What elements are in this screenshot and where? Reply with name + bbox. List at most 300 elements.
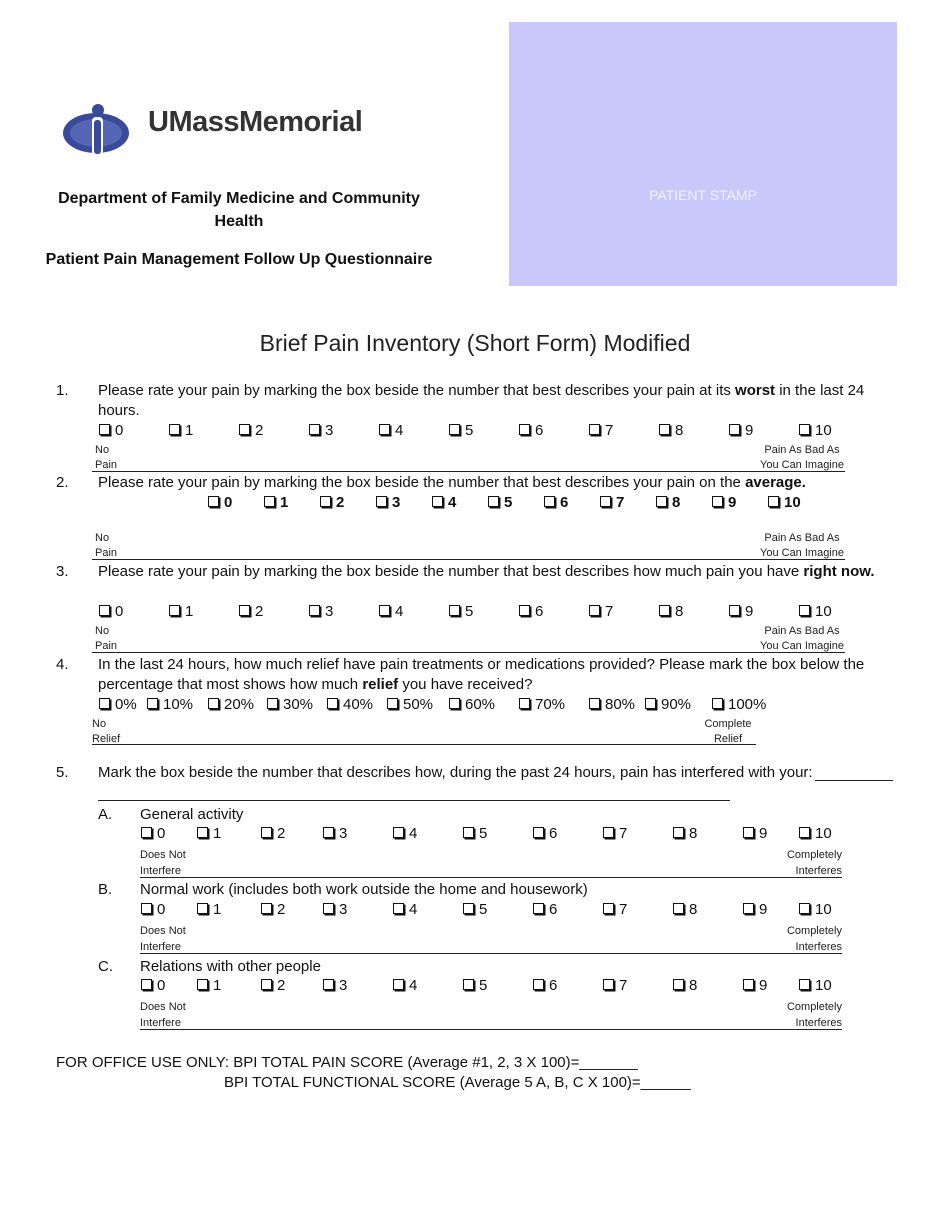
q2-text-bold: average.: [745, 474, 806, 491]
patient-stamp-label: PATIENT STAMP: [649, 187, 757, 203]
q5a-right-top: Completely: [786, 849, 842, 861]
checkbox-icon[interactable]: [169, 605, 180, 616]
q1-option-7[interactable]: [589, 422, 613, 439]
checkbox-icon[interactable]: [309, 605, 320, 616]
q5c-letter: C.: [98, 958, 113, 975]
checkbox-icon[interactable]: [519, 605, 530, 616]
q5c-option-10[interactable]: [799, 977, 832, 994]
q5a-option-8[interactable]: [673, 825, 697, 842]
checkbox-icon[interactable]: [141, 827, 152, 838]
q1-option-label: 8: [675, 422, 684, 439]
checkbox-icon[interactable]: [99, 698, 110, 709]
q2-option-4[interactable]: [432, 494, 456, 511]
checkbox-icon[interactable]: [376, 496, 387, 507]
q1-number: 1.: [56, 382, 69, 399]
checkbox-icon[interactable]: [323, 903, 334, 914]
q4-option-0pct[interactable]: [99, 696, 137, 713]
checkbox-icon[interactable]: [712, 496, 723, 507]
q1-option-4[interactable]: [379, 422, 403, 439]
checkbox-icon[interactable]: [743, 827, 754, 838]
checkbox-icon[interactable]: [463, 903, 474, 914]
q2-text: Please rate your pain by marking the box beside the number that best describes your pain on the: [98, 474, 746, 491]
q2-right-anchor: [752, 531, 852, 561]
checkbox-icon[interactable]: [261, 979, 272, 990]
q5a-option-10[interactable]: [799, 825, 832, 842]
checkbox-icon[interactable]: [147, 698, 158, 709]
q4-option-label: 70%: [535, 696, 566, 713]
q1-option-1[interactable]: [169, 422, 193, 439]
q3-option-4[interactable]: [379, 603, 403, 620]
q2-option-1[interactable]: [264, 494, 288, 511]
q5a-option-label: 1: [213, 825, 222, 842]
checkbox-icon[interactable]: [533, 979, 544, 990]
q1-option-label: 1: [185, 422, 194, 439]
q4-option-label: 80%: [605, 696, 636, 713]
q1-option-2[interactable]: [239, 422, 263, 439]
q5c-option-0[interactable]: [141, 977, 165, 994]
q2-option-label: 1: [280, 494, 289, 511]
checkbox-icon[interactable]: [393, 827, 404, 838]
q4-option-30pct[interactable]: [267, 696, 313, 713]
checkbox-icon[interactable]: [729, 424, 740, 435]
checkbox-icon[interactable]: [673, 979, 684, 990]
q5c-option-7[interactable]: [603, 977, 627, 994]
q2-option-9[interactable]: [712, 494, 736, 511]
q1-option-label: 3: [325, 422, 334, 439]
q5b-option-4[interactable]: [393, 901, 417, 918]
checkbox-icon[interactable]: [729, 605, 740, 616]
q5c-option-label: 7: [619, 977, 628, 994]
q3-text-bold: right now.: [803, 563, 875, 580]
checkbox-icon[interactable]: [799, 827, 810, 838]
q3-option-3[interactable]: [309, 603, 333, 620]
q4-option-label: 20%: [224, 696, 255, 713]
q5b-letter: B.: [98, 881, 113, 898]
q5b-option-2[interactable]: [261, 901, 285, 918]
q1-text-end: in the last 24 hours.: [98, 382, 865, 419]
checkbox-icon[interactable]: [533, 903, 544, 914]
q3-right-anchor: [752, 624, 852, 654]
q1-option-label: 0: [115, 422, 124, 439]
q4-text: In the last 24 hours, how much relief have pain treatments or medications provided? Please mark the box below the percentage that most shows how much: [98, 656, 865, 693]
checkbox-icon[interactable]: [799, 903, 810, 914]
checkbox-icon[interactable]: [603, 903, 614, 914]
q5b-option-5[interactable]: [463, 901, 487, 918]
q5c-left-anchor: [140, 999, 186, 1031]
q4-number: 4.: [56, 656, 69, 673]
checkbox-icon[interactable]: [393, 903, 404, 914]
q5b-option-3[interactable]: [323, 901, 347, 918]
checkbox-icon[interactable]: [519, 424, 530, 435]
q5b-option-label: 7: [619, 901, 628, 918]
q5c-option-label: 10: [815, 977, 832, 994]
q2-option-3[interactable]: [376, 494, 400, 511]
q2-option-label: 2: [336, 494, 345, 511]
q3-text: Please rate your pain by marking the box beside the number that best describes how much pain you have: [98, 563, 804, 580]
q1-option-0[interactable]: [99, 422, 123, 439]
checkbox-icon[interactable]: [743, 903, 754, 914]
checkbox-icon[interactable]: [603, 979, 614, 990]
q5a-option-5[interactable]: [463, 825, 487, 842]
q1-right-anchor: [752, 443, 852, 473]
q5a-rule: [140, 877, 842, 878]
q5b-option-10[interactable]: [799, 901, 832, 918]
q5a-option-7[interactable]: [603, 825, 627, 842]
q2-rule: [92, 559, 845, 560]
checkbox-icon[interactable]: [309, 424, 320, 435]
q5c-option-2[interactable]: [261, 977, 285, 994]
checkbox-icon[interactable]: [323, 979, 334, 990]
q1-option-label: 2: [255, 422, 264, 439]
q2-left-anchor: [95, 531, 117, 561]
q5a-option-9[interactable]: [743, 825, 767, 842]
q2-right-bottom: You Can Imagine: [760, 547, 844, 559]
q5b-option-label: 1: [213, 901, 222, 918]
q5b-option-9[interactable]: [743, 901, 767, 918]
q3-rule: [92, 652, 845, 653]
q5a-label: General activity: [140, 806, 244, 823]
q5a-letter: A.: [98, 806, 113, 823]
q2-option-6[interactable]: [544, 494, 568, 511]
q2-right-top: Pain As Bad As: [764, 532, 840, 544]
q4-text-bold: relief: [362, 676, 399, 693]
q5c-option-5[interactable]: [463, 977, 487, 994]
q5b-option-0[interactable]: [141, 901, 165, 918]
checkbox-icon[interactable]: [589, 424, 600, 435]
checkbox-icon[interactable]: [267, 698, 278, 709]
q5c-option-6[interactable]: [533, 977, 557, 994]
checkbox-icon[interactable]: [197, 827, 208, 838]
q5a-option-label: 0: [157, 825, 166, 842]
checkbox-icon[interactable]: [197, 979, 208, 990]
q5a-right-bottom: Interferes: [795, 865, 842, 877]
checkbox-icon[interactable]: [169, 424, 180, 435]
q5b-option-8[interactable]: [673, 901, 697, 918]
q3-question: [98, 562, 888, 582]
checkbox-icon[interactable]: [432, 496, 443, 507]
q2-left-bottom: Pain: [95, 547, 118, 559]
q1-right-top: Pain As Bad As: [764, 444, 840, 456]
q1-text: Please rate your pain by marking the box beside the number that best describes your pain at its: [98, 382, 736, 399]
q5b-option-label: 3: [339, 901, 348, 918]
q5a-option-label: 3: [339, 825, 348, 842]
q3-number: 3.: [56, 563, 69, 580]
checkbox-icon[interactable]: [673, 827, 684, 838]
q5b-options: [0, 901, 950, 921]
checkbox-icon[interactable]: [323, 827, 334, 838]
q5b-right-anchor: [740, 923, 842, 955]
q5b-option-label: 10: [815, 901, 832, 918]
q5c-right-anchor: [740, 999, 842, 1031]
checkbox-icon[interactable]: [799, 424, 810, 435]
q4-options: [0, 696, 950, 716]
q3-option-label: 9: [745, 603, 754, 620]
q2-option-label: 8: [672, 494, 681, 511]
q2-option-label: 6: [560, 494, 569, 511]
q4-option-label: 30%: [283, 696, 314, 713]
q5a-option-1[interactable]: [197, 825, 221, 842]
q1-option-5[interactable]: [449, 422, 473, 439]
q3-option-9[interactable]: [729, 603, 753, 620]
q5-rule: [98, 800, 730, 801]
checkbox-icon[interactable]: [449, 605, 460, 616]
q4-option-label: 50%: [403, 696, 434, 713]
q2-option-label: 3: [392, 494, 401, 511]
q5c-option-label: 9: [759, 977, 768, 994]
checkbox-icon[interactable]: [261, 827, 272, 838]
q5a-option-label: 7: [619, 825, 628, 842]
q5b-option-label: 8: [689, 901, 698, 918]
checkbox-icon[interactable]: [463, 827, 474, 838]
q3-option-label: 5: [465, 603, 474, 620]
checkbox-icon[interactable]: [519, 698, 530, 709]
checkbox-icon[interactable]: [544, 496, 555, 507]
checkbox-icon[interactable]: [589, 605, 600, 616]
q2-question: [98, 473, 910, 493]
checkbox-icon[interactable]: [239, 605, 250, 616]
q4-option-label: 40%: [343, 696, 374, 713]
q3-option-6[interactable]: [519, 603, 543, 620]
page-title: Brief Pain Inventory (Short Form) Modified: [259, 330, 691, 356]
q5c-option-4[interactable]: [393, 977, 417, 994]
q4-option-80pct[interactable]: [589, 696, 635, 713]
q3-option-label: 0: [115, 603, 124, 620]
q5c-left-top: Does Not: [140, 1001, 186, 1013]
checkbox-icon[interactable]: [603, 827, 614, 838]
q5a-left-bottom: Interfere: [140, 865, 181, 877]
q5b-right-bottom: Interferes: [795, 941, 842, 953]
checkbox-icon[interactable]: [589, 698, 600, 709]
form-title: Patient Pain Management Follow Up Questionnaire: [45, 251, 433, 268]
checkbox-icon[interactable]: [659, 424, 670, 435]
q5c-option-label: 5: [479, 977, 488, 994]
q2-option-label: 5: [504, 494, 513, 511]
q5b-right-top: Completely: [786, 925, 842, 937]
checkbox-icon[interactable]: [387, 698, 398, 709]
q4-option-90pct[interactable]: [645, 696, 691, 713]
brand-name: UMassMemorial: [148, 106, 363, 138]
checkbox-icon[interactable]: [768, 496, 779, 507]
checkbox-icon[interactable]: [673, 903, 684, 914]
q5a-option-label: 6: [549, 825, 558, 842]
q5c-right-bottom: Interferes: [795, 1017, 842, 1029]
q4-question: [98, 655, 898, 695]
q4-option-label: 0%: [115, 696, 137, 713]
checkbox-icon[interactable]: [264, 496, 275, 507]
q5b-option-label: 6: [549, 901, 558, 918]
checkbox-icon[interactable]: [463, 979, 474, 990]
q5c-option-3[interactable]: [323, 977, 347, 994]
q3-option-label: 8: [675, 603, 684, 620]
q5c-option-8[interactable]: [673, 977, 697, 994]
q4-left-anchor: [92, 717, 120, 747]
q3-option-label: 10: [815, 603, 832, 620]
q4-option-label: 10%: [163, 696, 194, 713]
q3-option-label: 3: [325, 603, 334, 620]
q4-option-label: 60%: [465, 696, 496, 713]
q2-options: [0, 494, 950, 514]
checkbox-icon[interactable]: [743, 979, 754, 990]
q4-option-40pct[interactable]: [327, 696, 373, 713]
q5a-option-label: 10: [815, 825, 832, 842]
checkbox-icon[interactable]: [379, 605, 390, 616]
q5b-label: Normal work (includes both work outside the home and housework): [140, 881, 588, 898]
q2-option-10[interactable]: [768, 494, 801, 511]
q2-option-label: 0: [224, 494, 233, 511]
q5c-rule: [140, 1029, 842, 1030]
checkbox-icon[interactable]: [141, 903, 152, 914]
q1-right-bottom: You Can Imagine: [760, 459, 844, 471]
q3-option-label: 6: [535, 603, 544, 620]
q1-option-label: 10: [815, 422, 832, 439]
checkbox-icon[interactable]: [488, 496, 499, 507]
q1-left-anchor: [95, 443, 117, 473]
q2-option-label: 7: [616, 494, 625, 511]
q5b-option-7[interactable]: [603, 901, 627, 918]
q5a-left-anchor: [140, 847, 186, 879]
q3-option-5[interactable]: [449, 603, 473, 620]
q5a-left-top: Does Not: [140, 849, 186, 861]
checkbox-icon[interactable]: [320, 496, 331, 507]
checkbox-icon[interactable]: [799, 605, 810, 616]
q4-option-label: 90%: [661, 696, 692, 713]
q5a-option-3[interactable]: [323, 825, 347, 842]
q5c-option-label: 3: [339, 977, 348, 994]
q3-option-2[interactable]: [239, 603, 263, 620]
q2-option-0[interactable]: [208, 494, 232, 511]
q4-option-60pct[interactable]: [449, 696, 495, 713]
umass-memorial-logo: [60, 100, 405, 158]
checkbox-icon[interactable]: [799, 979, 810, 990]
q2-option-label: 4: [448, 494, 457, 511]
checkbox-icon[interactable]: [533, 827, 544, 838]
q5b-option-label: 4: [409, 901, 418, 918]
patient-stamp-area: [509, 22, 897, 286]
checkbox-icon[interactable]: [645, 698, 656, 709]
q1-option-label: 7: [605, 422, 614, 439]
q3-left-bottom: Pain: [95, 640, 118, 652]
q5a-option-2[interactable]: [261, 825, 285, 842]
q5b-option-6[interactable]: [533, 901, 557, 918]
q1-option-6[interactable]: [519, 422, 543, 439]
q5b-rule: [140, 953, 842, 954]
q3-option-label: 7: [605, 603, 614, 620]
q4-option-70pct[interactable]: [519, 696, 565, 713]
q5b-option-1[interactable]: [197, 901, 221, 918]
q1-text-bold: worst: [735, 382, 776, 399]
q4-option-100pct[interactable]: [712, 696, 766, 713]
q3-left-anchor: [95, 624, 117, 654]
checkbox-icon[interactable]: [600, 496, 611, 507]
q5a-options: [0, 825, 950, 845]
q4-option-10pct[interactable]: [147, 696, 193, 713]
q1-question: [98, 381, 910, 421]
q3-option-0[interactable]: [99, 603, 123, 620]
q5c-option-label: 1: [213, 977, 222, 994]
q5a-option-4[interactable]: [393, 825, 417, 842]
office-functional-score: BPI TOTAL FUNCTIONAL SCORE (Average 5 A, B, C X 100)=______: [224, 1074, 691, 1091]
q2-option-label: 9: [728, 494, 737, 511]
q4-rule: [92, 744, 756, 745]
q2-option-8[interactable]: [656, 494, 680, 511]
q1-option-label: 6: [535, 422, 544, 439]
q1-option-label: 5: [465, 422, 474, 439]
q5-question: Mark the box beside the number that describes how, during the past 24 hours, pain has interfered with your:: [98, 764, 813, 781]
q5-number: 5.: [56, 764, 69, 781]
checkbox-icon[interactable]: [712, 698, 723, 709]
q5c-option-9[interactable]: [743, 977, 767, 994]
checkbox-icon[interactable]: [393, 979, 404, 990]
q1-option-3[interactable]: [309, 422, 333, 439]
q5a-option-6[interactable]: [533, 825, 557, 842]
q3-option-7[interactable]: [589, 603, 613, 620]
q5c-options: [0, 977, 950, 997]
checkbox-icon[interactable]: [99, 424, 110, 435]
q1-rule: [92, 471, 845, 472]
checkbox-icon[interactable]: [99, 605, 110, 616]
q3-option-label: 4: [395, 603, 404, 620]
q5a-right-anchor: [740, 847, 842, 879]
q5a-option-label: 8: [689, 825, 698, 842]
checkbox-icon[interactable]: [261, 903, 272, 914]
checkbox-icon[interactable]: [659, 605, 670, 616]
q5c-option-label: 6: [549, 977, 558, 994]
q5b-left-top: Does Not: [140, 925, 186, 937]
q3-option-label: 2: [255, 603, 264, 620]
q2-number: 2.: [56, 474, 69, 491]
q4-option-50pct[interactable]: [387, 696, 433, 713]
checkbox-icon[interactable]: [656, 496, 667, 507]
q3-option-label: 1: [185, 603, 194, 620]
q1-option-9[interactable]: [729, 422, 753, 439]
q4-left-top: No: [92, 718, 107, 730]
q3-option-1[interactable]: [169, 603, 193, 620]
q5b-left-bottom: Interfere: [140, 941, 181, 953]
q3-left-top: No: [95, 625, 110, 637]
q1-option-10[interactable]: [799, 422, 832, 439]
checkbox-icon[interactable]: [379, 424, 390, 435]
q3-option-10[interactable]: [799, 603, 832, 620]
checkbox-icon[interactable]: [141, 979, 152, 990]
q1-options: [0, 422, 950, 442]
q5c-option-1[interactable]: [197, 977, 221, 994]
q5-answer-line: [815, 780, 893, 781]
checkbox-icon[interactable]: [449, 698, 460, 709]
checkbox-icon[interactable]: [327, 698, 338, 709]
checkbox-icon[interactable]: [208, 496, 219, 507]
q3-option-8[interactable]: [659, 603, 683, 620]
q1-option-8[interactable]: [659, 422, 683, 439]
q5a-option-label: 9: [759, 825, 768, 842]
checkbox-icon[interactable]: [197, 903, 208, 914]
q4-option-20pct[interactable]: [208, 696, 254, 713]
q5b-left-anchor: [140, 923, 186, 955]
q2-option-5[interactable]: [488, 494, 512, 511]
office-pain-score: FOR OFFICE USE ONLY: BPI TOTAL PAIN SCORE (Average #1, 2, 3 X 100)=_______: [56, 1054, 638, 1071]
q2-option-7[interactable]: [600, 494, 624, 511]
checkbox-icon[interactable]: [239, 424, 250, 435]
q4-left-bottom: Relief: [92, 733, 121, 745]
q4-right-top: Complete: [704, 718, 752, 730]
q1-option-label: 4: [395, 422, 404, 439]
checkbox-icon[interactable]: [449, 424, 460, 435]
q1-left-top: No: [95, 444, 110, 456]
q4-right-anchor: [690, 717, 766, 747]
q5a-option-0[interactable]: [141, 825, 165, 842]
q5c-left-bottom: Interfere: [140, 1017, 181, 1029]
checkbox-icon[interactable]: [208, 698, 219, 709]
q2-option-2[interactable]: [320, 494, 344, 511]
